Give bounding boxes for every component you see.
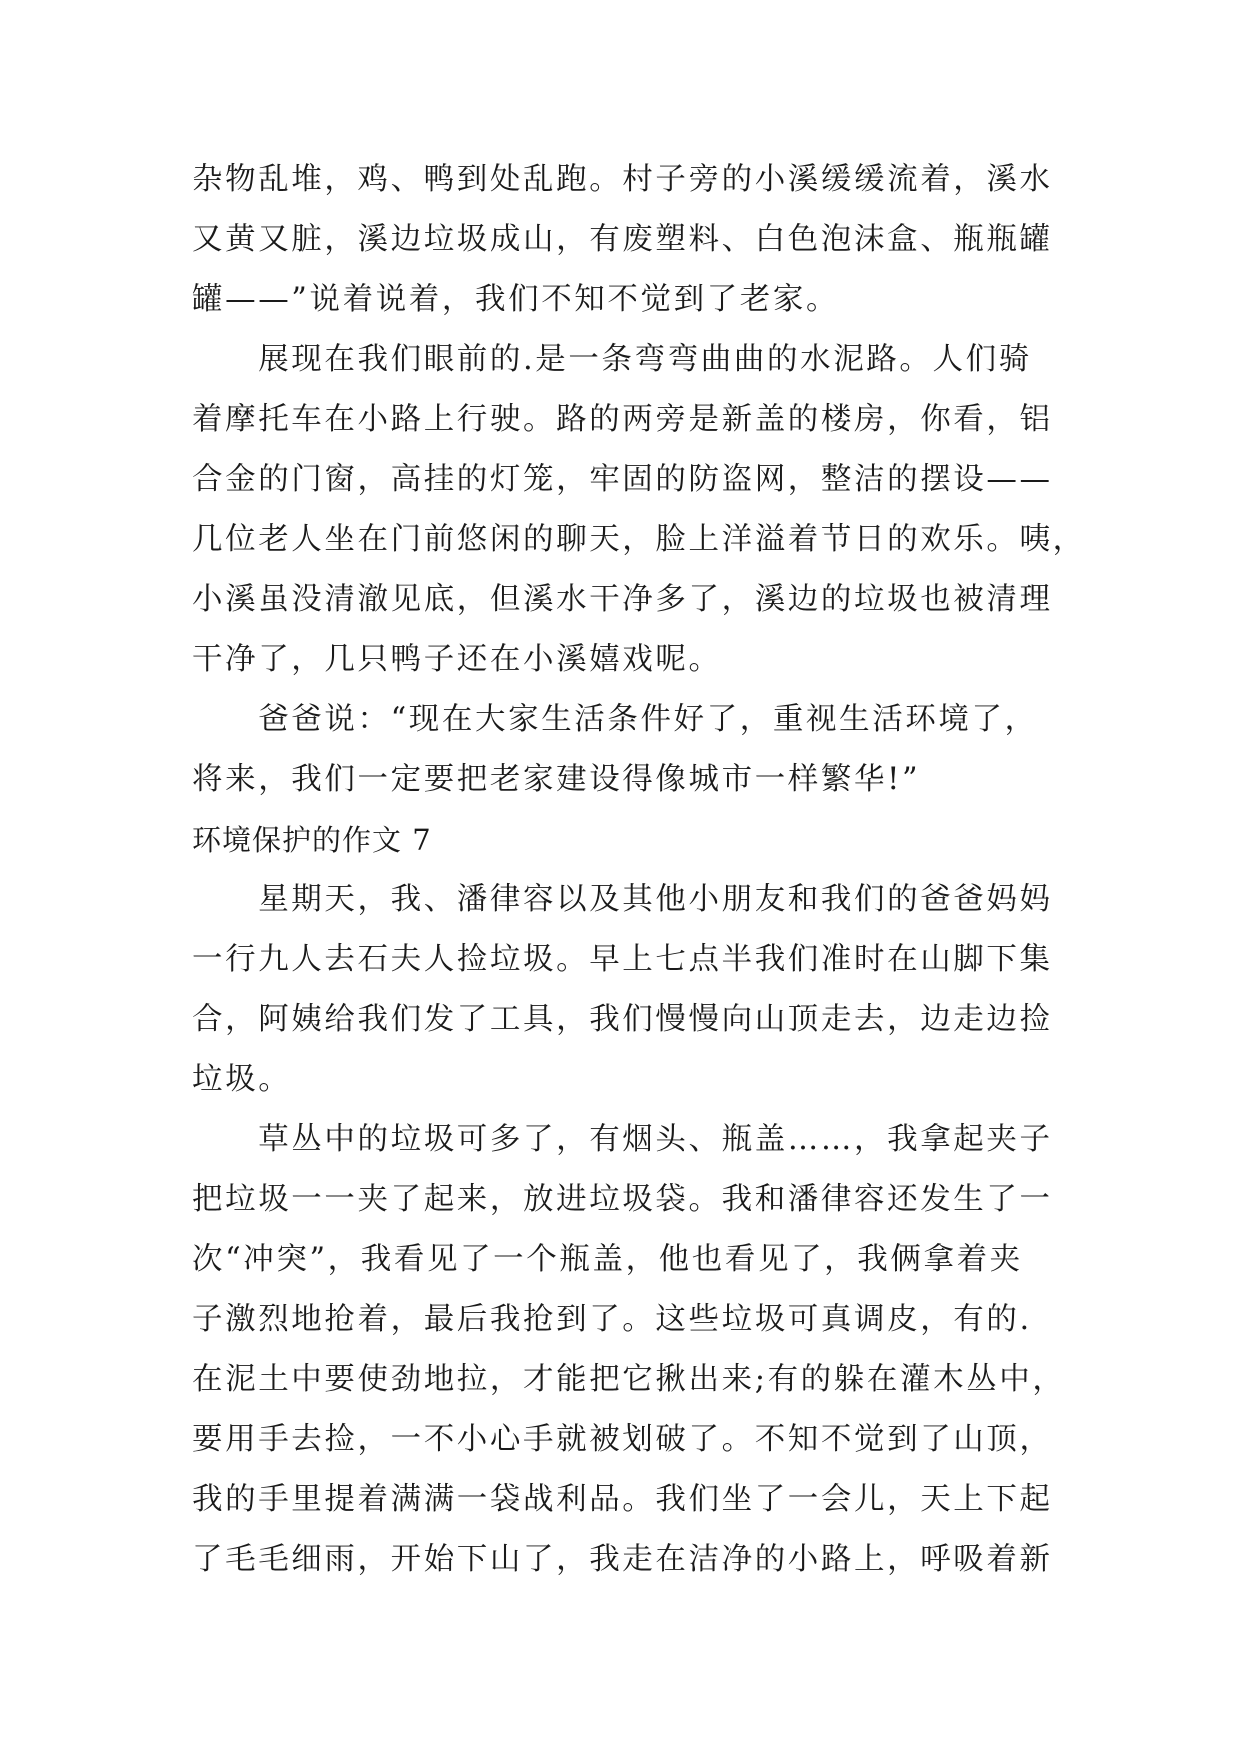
text-line: 爸爸说：“现在大家生活条件好了，重视生活环境了， <box>192 702 1038 737</box>
text-line: 要用手去捡，一不小心手就被划破了。不知不觉到了山顶， <box>192 1422 1053 1457</box>
text-line: 星期天，我、潘律容以及其他小朋友和我们的爸爸妈妈 <box>192 882 1053 917</box>
text-line: 将来，我们一定要把老家建设得像城市一样繁华!” <box>192 762 921 797</box>
text-line: 草丛中的垃圾可多了，有烟头、瓶盖……，我拿起夹子 <box>192 1122 1053 1157</box>
text-line: 把垃圾一一夹了起来，放进垃圾袋。我和潘律容还发生了一 <box>192 1182 1053 1217</box>
text-line: 了毛毛细雨，开始下山了，我走在洁净的小路上，呼吸着新 <box>192 1542 1053 1577</box>
text-line: 杂物乱堆，鸡、鸭到处乱跑。村子旁的小溪缓缓流着，溪水 <box>192 162 1053 197</box>
text-line: 在泥土中要使劲地拉，才能把它揪出来;有的躲在灌木丛中， <box>192 1362 1066 1397</box>
section-heading: 环境保护的作文 7 <box>192 823 432 857</box>
text-line: 我的手里提着满满一袋战利品。我们坐了一会儿，天上下起 <box>192 1482 1053 1517</box>
text-line: 合金的门窗，高挂的灯笼，牢固的防盗网，整洁的摆设—— <box>192 462 1053 497</box>
text-line: 合，阿姨给我们发了工具，我们慢慢向山顶走去，边走边捡 <box>192 1002 1053 1037</box>
text-line: 又黄又脏，溪边垃圾成山，有废塑料、白色泡沫盒、瓶瓶罐 <box>192 222 1053 257</box>
text-line: 干净了，几只鸭子还在小溪嬉戏呢。 <box>192 642 722 677</box>
text-line: 几位老人坐在门前悠闲的聊天，脸上洋溢着节日的欢乐。咦， <box>192 522 1086 557</box>
text-line: 小溪虽没清澈见底，但溪水干净多了，溪边的垃圾也被清理 <box>192 582 1053 617</box>
text-line: 垃圾。 <box>192 1062 292 1097</box>
text-line: 罐——”说着说着，我们不知不觉到了老家。 <box>192 282 840 317</box>
text-line: 次“冲突”，我看见了一个瓶盖，他也看见了，我俩拿着夹 <box>192 1242 1023 1277</box>
text-line: 着摩托车在小路上行驶。路的两旁是新盖的楼房，你看，铝 <box>192 402 1053 437</box>
text-line: 子激烈地抢着，最后我抢到了。这些垃圾可真调皮，有的. <box>192 1302 1032 1337</box>
text-line: 展现在我们眼前的.是一条弯弯曲曲的水泥路。人们骑 <box>192 342 1032 377</box>
document-body <box>192 150 1086 1590</box>
text-line: 一行九人去石夫人捡垃圾。早上七点半我们准时在山脚下集 <box>192 942 1053 977</box>
